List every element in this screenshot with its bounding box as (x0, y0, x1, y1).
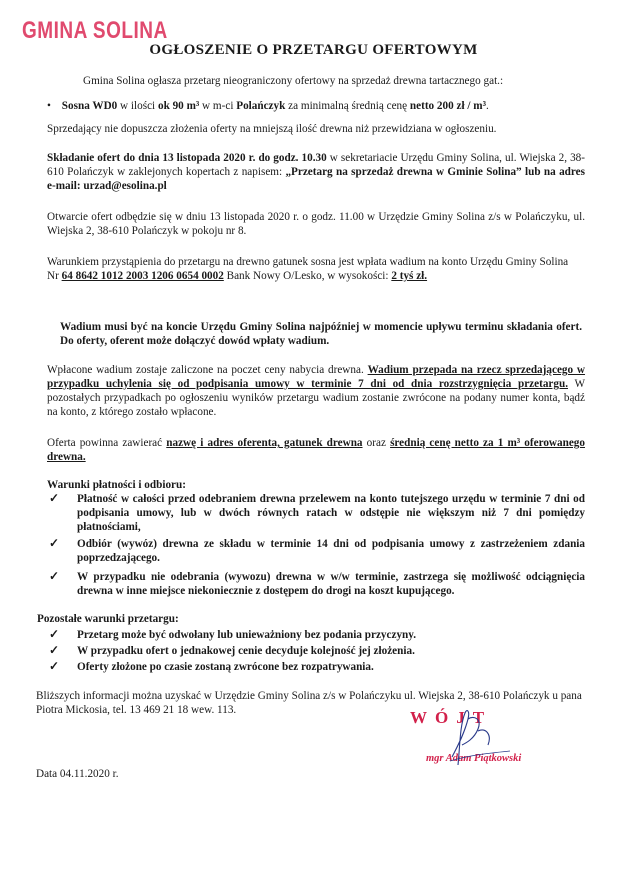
checkmark-icon: ✓ (49, 643, 60, 657)
offer-text: w m-ci (199, 100, 237, 112)
offer-text: w ilości (117, 100, 158, 112)
other-conditions-list (49, 627, 577, 674)
deposit-forfeit: Wadium przepada na rzecz sprzedającego w przypadku uchylenia się od podpisania umowy w terminie 7 dni od dnia rozstrzygnięcia przetargu. (47, 364, 586, 390)
checkmark-icon: ✓ (49, 569, 60, 583)
checkmark-icon: ✓ (49, 627, 60, 641)
list-item: ✓ W przypadku ofert o jednakowej cenie decyduje kolejność jej złożenia. (49, 643, 415, 657)
checkmark-icon: ✓ (49, 659, 60, 673)
deposit-rules-text: Wpłacone wadium zostaje zaliczone na poczet ceny nabycia drewna. (47, 364, 368, 376)
list-item: ✓ Przetarg może być odwołany lub unieważniony bez podania przyczyny. (49, 627, 417, 641)
deposit-text: Warunkiem przystąpienia do przetargu na drewno gatunek sosna jest wpłata wadium na konto Urzędu Gminy Solina (47, 256, 569, 268)
opening-paragraph: Otwarcie ofert odbędzie się w dniu 13 listopada 2020 r. o godz. 11.00 w Urzędzie Gminy Solina z/s w Polańczyku, ul. Wiejska 2, 38-610 Polańczyk w pokoju nr 8. (47, 211, 585, 237)
list-item: ✓ Odbiór (wywóz) drewna ze składu w terminie 14 dni od podpisania umowy z zastrzeżeniem zdania poprzedzającego. (49, 536, 585, 564)
stamp-name: mgr Adam Piątkowski (426, 753, 522, 764)
deposit-nr-label: Nr (47, 270, 62, 282)
list-item: ✓ W przypadku nie odebrania (wywozu) drewna w w/w terminie, zastrzega się możliwość odciągnięcia drewna w inne miejsce niekoniecznie z dostępem do drogi na koszt kupującego. (49, 569, 585, 597)
offer-content-paragraph (47, 436, 585, 464)
submission-text: w sekretariacie Urzędu Gminy Solina, ul. Wiejska 2, 38-610 Polańczyk w zaklejonych kopertach z napisem: (47, 152, 585, 178)
offer-location: Polańczyk (236, 100, 286, 112)
offer-item (47, 99, 597, 113)
account-number: 64 8642 1012 2003 1206 0654 0002 (61, 270, 224, 282)
offer-quantity: ok 90 m³ (157, 100, 200, 112)
deposit-notice: Wadium musi być na koncie Urzędu Gminy Solina najpóźniej w momencie upływu terminu składania ofert. Do oferty, oferent może dołączyć dowód wpłaty wadium. (60, 321, 582, 347)
offer-price: netto 200 zł / m³ (409, 100, 486, 112)
payment-heading: Warunki płatności i odbioru: (47, 479, 186, 491)
payment-list (49, 491, 585, 598)
info-paragraph: Bliższych informacji można uzyskać w Urzędzie Gminy Solina z/s w Polańczyku ul. Wiejska 2, 38-610 Polańczyk u pana Piotra Mickosia, tel. 13 469 21 18 wew. 113. (36, 690, 582, 716)
list-item: ✓ Płatność w całości przed odebraniem drewna przelewem na konto tutejszego urzędu w terminie 7 dni od podpisania umowy, lub w dwóch równych ratach w odstępie nie większym niż 7 dni pomiędzy płatnościami, (49, 491, 585, 533)
checkmark-icon: ✓ (49, 536, 60, 550)
bullet-icon: • (47, 100, 51, 112)
signature-icon (430, 705, 530, 775)
deposit-amount: 2 tyś zł. (391, 270, 428, 282)
document-date: Data 04.11.2020 r. (36, 768, 119, 780)
offer-content-text: oraz (362, 437, 391, 449)
list-item: ✓ Oferty złożone po czasie zostaną zwrócone bez rozpatrywania. (49, 659, 374, 673)
submission-label: „Przetarg na sprzedaż drewna w Gminie Solina” lub na adres e-mail: urzad@esolina.pl (47, 166, 585, 192)
submission-paragraph (47, 151, 585, 193)
gmina-logo-text: GMINA SOLINA (22, 18, 168, 45)
offer-content-price: średnią cenę netto za 1 m³ oferowanego drewna. (47, 437, 585, 463)
offer-content-text: Oferta powinna zawierać (47, 437, 167, 449)
bank-name: Bank Nowy O/Lesko, w wysokości: (223, 270, 392, 282)
deposit-rules-text: W pozostałych przypadkach po ogłoszeniu wyników przetargu wadium zostanie zwrócone na podany numer konta, bądź na konto, z którego zostało wpłacone. (47, 378, 586, 418)
submission-deadline: Składanie ofert do dnia 13 listopada 2020 r. do godz. 10.30 (47, 152, 327, 164)
offer-text: . (485, 100, 489, 112)
no-less-text: Sprzedający nie dopuszcza złożenia oferty na mniejszą ilość drewna niż przewidziana w ogłoszeniu. (47, 123, 497, 135)
offer-text: za minimalną średnią cenę (285, 100, 410, 112)
offer-content-required: nazwę i adres oferenta, gatunek drewna (166, 437, 363, 449)
checkmark-icon: ✓ (49, 491, 60, 505)
stamp-title: WÓJT (410, 708, 493, 727)
other-conditions-heading: Pozostałe warunki przetargu: (37, 613, 179, 625)
page-title: OGŁOSZENIE O PRZETARGU OFERTOWYM (149, 42, 478, 58)
intro-text: Gmina Solina ogłasza przetarg nieograniczony ofertowy na sprzedaż drewna tartacznego gat.: (83, 75, 504, 87)
deposit-paragraph (47, 255, 572, 283)
deposit-rules-paragraph (47, 363, 585, 419)
offer-species: Sosna WD0 (61, 100, 118, 112)
